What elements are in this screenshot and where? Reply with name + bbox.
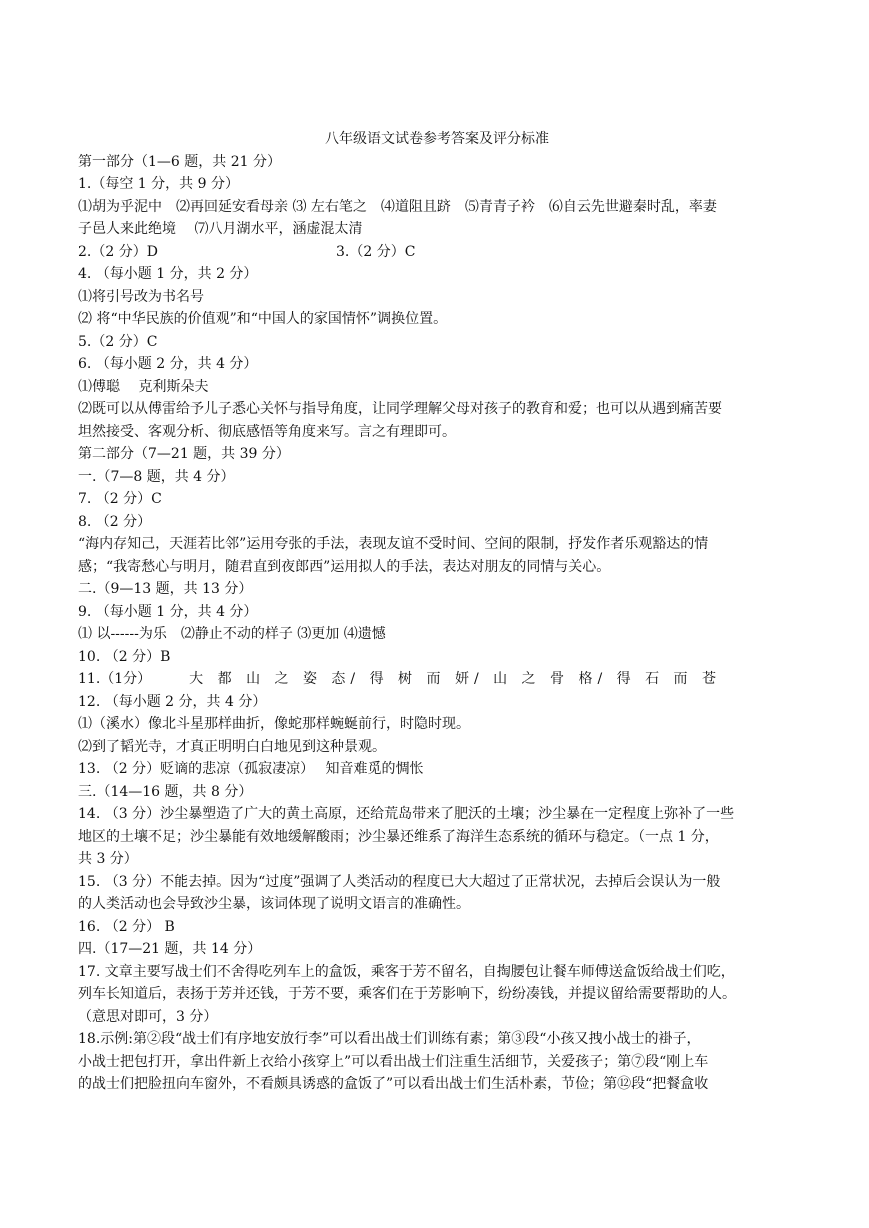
question-15-answer-line-2: 的人类活动也会导致沙尘暴，该词体现了说明文语言的准确性。 <box>78 896 470 912</box>
question-11-label: 11.（1分） <box>78 671 152 687</box>
question-18-answer-line-1: 18.示例:第②段“战士们有序地安放行李”可以看出战士们训练有素；第③段“小孩又拽小战士的褂子， <box>78 1031 701 1047</box>
question-18-answer-line-3: 的战士们把脸扭向车窗外，不看颇具诱惑的盒饭了”可以看出战士们生活朴素，节俭；第⑫段“把餐盒收 <box>78 1076 709 1092</box>
question-6-answer-1: ⑴傅聪 克利斯朵夫 <box>78 378 209 395</box>
document-title: 八年级语文试卷参考答案及评分标准 <box>325 131 549 147</box>
question-4-heading: 4. （每小题 1 分，共 2 分） <box>78 266 258 282</box>
question-17-answer-line-1: 17. 文章主要写战士们不舍得吃列车上的盒饭，乘客于芳不留名，自掏腰包让餐车师傅送盒饭给战士们吃， <box>78 963 735 980</box>
question-12-answer-1: ⑴（溪水）像北斗星那样曲折，像蛇那样蜿蜒前行，时隐时现。 <box>78 716 470 732</box>
question-10-answer: 10. （2 分）B <box>78 648 171 665</box>
question-6-answer-2-line-1: ⑵既可以从傅雷给予儿子悉心关怀与指导角度，让同学理解父母对孩子的教育和爱；也可以从遇到痛苦要 <box>78 401 722 417</box>
question-14-answer-line-1: 14. （3 分）沙尘暴塑造了广大的黄土高原，还给荒岛带来了肥沃的土壤；沙尘暴在一定程度上弥补了一些 <box>78 806 735 822</box>
question-1-answer-line-1: ⑴胡为乎泥中 ⑵再回延安看母亲 ⑶ 左右笔之 ⑷道阻且跻 ⑸青青子衿 ⑹自云先世避秦时乱，率妻 <box>78 198 717 215</box>
question-7-answer: 7. （2 分）C <box>78 491 162 507</box>
question-6-heading: 6. （每小题 2 分，共 4 分） <box>78 356 258 372</box>
question-14-answer-line-2: 地区的土壤不足；沙尘暴能有效地缓解酸雨；沙尘暴还维系了海洋生态系统的循环与稳定。（一点 1 分， <box>78 828 719 845</box>
question-17-answer-line-2: 列车长知道后，表扬于芳并还钱，于芳不要，乘客们在于芳影响下，纷纷凑钱，并提议留给需要帮助的人。 <box>78 986 736 1002</box>
question-8-answer-line-1: “海内存知己，天涯若比邻”运用夸张的手法，表现友谊不受时间、空间的限制，抒发作者乐观豁达的情 <box>78 536 709 552</box>
part-4-heading: 四.（17—21 题，共 14 分） <box>78 941 262 957</box>
section-2-heading: 第二部分（7—21 题，共 39 分） <box>78 446 290 462</box>
question-18-answer-line-2: 小战士把包打开，拿出件新上衣给小孩穿上”可以看出战士们注重生活细节，关爱孩子；第⑦段“刚上车 <box>78 1053 709 1070</box>
answer-key-content <box>78 128 796 1096</box>
question-1-answer-line-2: 子邑人来此绝境 ⑺八月湖水平，涵虚混太清 <box>78 221 363 237</box>
question-9-heading: 9. （每小题 1 分，共 4 分） <box>78 603 258 620</box>
question-4-answer-1: ⑴将引号改为书名号 <box>78 288 204 305</box>
question-12-answer-2: ⑵到了韬光寺，才真正明明白白地见到这种景观。 <box>78 738 386 755</box>
question-2-answer: 2.（2 分）D <box>78 243 158 260</box>
questions-2-3-row <box>78 241 796 264</box>
question-5-answer: 5.（2 分）C <box>78 333 158 350</box>
part-3-heading: 三.（14—16 题，共 8 分） <box>78 783 253 800</box>
part-1-heading: 一.（7—8 题，共 4 分） <box>78 468 235 485</box>
question-6-answer-2-line-2: 坦然接受、客观分析、彻底感悟等角度来写。言之有理即可。 <box>78 423 456 440</box>
question-8-answer-line-2: 感；“我寄愁心与明月，随君直到夜郎西”运用拟人的手法，表达对朋友的同情与关心。 <box>78 558 611 575</box>
question-13-answer: 13. （2 分）贬谪的悲凉（孤寂凄凉） 知音难觅的惆怅 <box>78 761 424 777</box>
question-14-answer-line-3: 共 3 分） <box>78 851 138 867</box>
question-11-row <box>78 668 796 691</box>
question-3-answer: 3.（2 分）C <box>336 243 416 260</box>
question-15-answer-line-1: 15. （3 分）不能去掉。因为“过度”强调了人类活动的程度已大大超过了正常状况，去掉后会误认为一般 <box>78 873 721 890</box>
question-16-answer: 16. （2 分） B <box>78 918 175 935</box>
question-11-answer: 大 都 山 之 姿 态/ 得 树 而 妍/ 山 之 骨 格/ 得 石 而 苍 <box>189 671 721 687</box>
part-2-heading: 二.（9—13 题，共 13 分） <box>78 581 253 597</box>
question-1-heading: 1.（每空 1 分，共 9 分） <box>78 176 239 192</box>
question-12-heading: 12. （每小题 2 分，共 4 分） <box>78 693 267 710</box>
section-1-heading: 第一部分（1—6 题，共 21 分） <box>78 153 281 170</box>
question-17-answer-line-3: （意思对即可，3 分） <box>78 1008 218 1025</box>
question-9-answer: ⑴ 以------为乐 ⑵静止不动的样子 ⑶更加 ⑷遗憾 <box>78 626 386 642</box>
question-8-heading: 8. （2 分） <box>78 513 152 530</box>
question-4-answer-2: ⑵ 将“中华民族的价值观”和“中国人的家国情怀”调换位置。 <box>78 311 448 327</box>
